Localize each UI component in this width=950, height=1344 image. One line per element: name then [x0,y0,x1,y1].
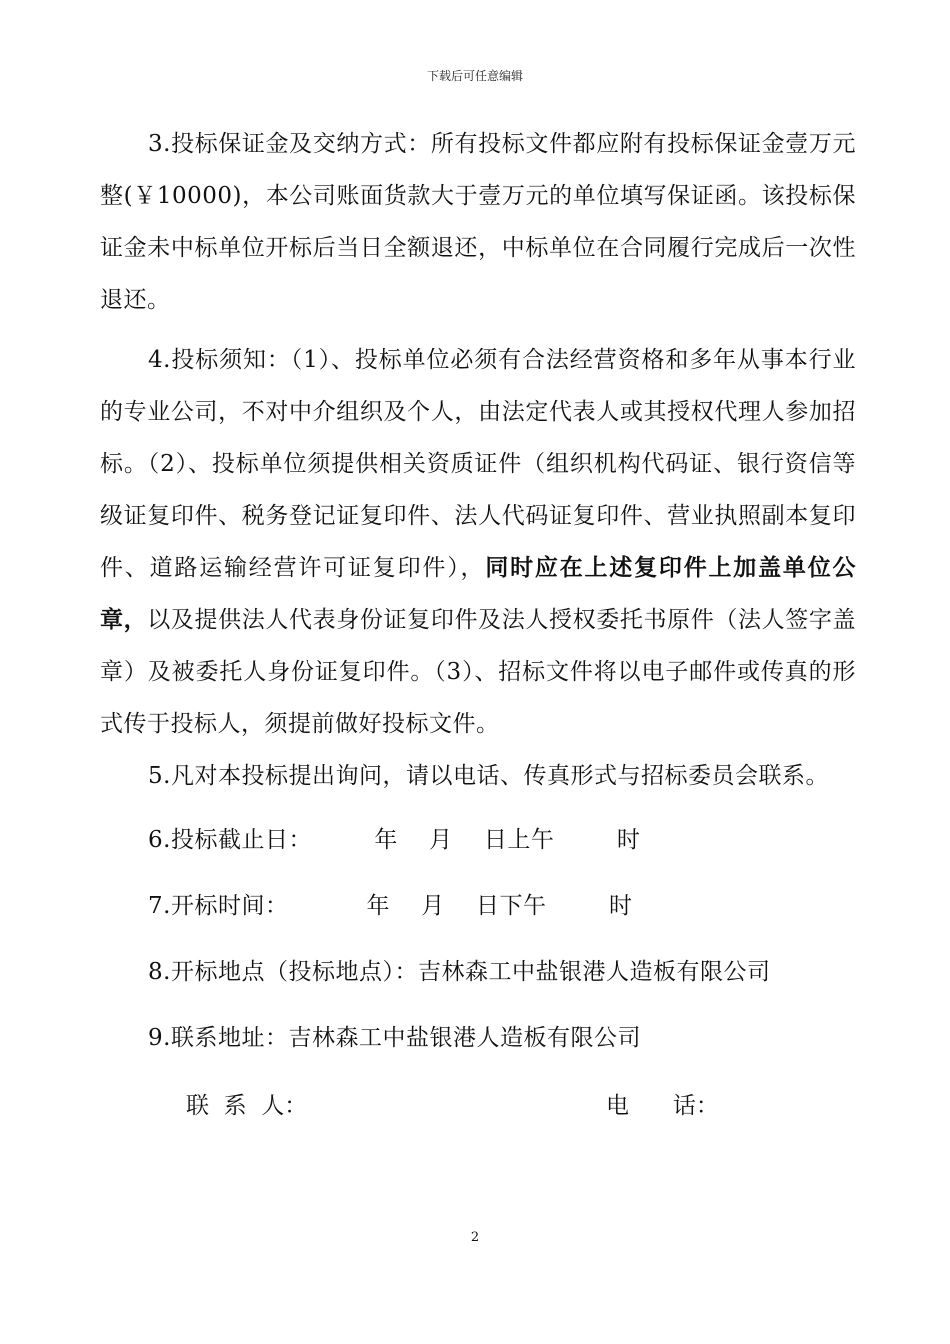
bid-opening-time-line: 7.开标时间： 年 月 日下午 时 [148,893,633,919]
contact-person-label: 联 系 人： [186,1093,308,1119]
bid-notice-text-1: 4.投标须知：（1）、投标单位必须有合法经营资格和多年从事本行业的专业公司，不对中介组织及个人，由法定代表人或其授权代理人参加招标。（2）、投标单位须提供相关资质证件（组织机构代码证、银行资信等级证复印件、税务登记证复印件、法人代码证复印件、营业执照副本复印件、道路运输经营许可证复印件）， [100,347,856,581]
header-note: 下载后可任意编辑 [426,69,523,83]
bid-opening-place-line: 8.开标地点（投标地点）：吉林森工中盐银港人造板有限公司 [148,959,771,985]
contact-row [186,1080,746,1132]
bid-notice-text-2: 以及提供法人代表身份证复印件及法人授权委托书原件（法人签字盖章）及被委托人身份证复印件。（3）、招标文件将以电子邮件或传真的形式传于投标人，须提前做好投标文件。 [100,607,857,737]
contact-address-line: 9.联系地址：吉林森工中盐银港人造板有限公司 [148,1025,641,1051]
paragraph-inquiry: 5.凡对本投标提出询问，请以电话、传真形式与招标委员会联系。 [148,763,829,789]
bid-deadline-line: 6.投标截止日： 年 月 日上午 时 [148,827,641,853]
bid-notice-bold-text: 同时应在上述复印件上加盖单位公章， [100,554,857,633]
paragraph-bid-notice [100,334,856,750]
contact-phone-label: 电 话： [606,1093,719,1119]
paragraph-bid-deposit: 3.投标保证金及交纳方式：所有投标文件都应附有投标保证金壹万元整(￥10000)，本公司账面货款大于壹万元的单位填写保证函。该投标保证金未中标单位开标后当日全额退还，中标单位在合同履行完成后一次性退还。 [100,131,856,313]
page-number: 2 [470,1230,480,1245]
